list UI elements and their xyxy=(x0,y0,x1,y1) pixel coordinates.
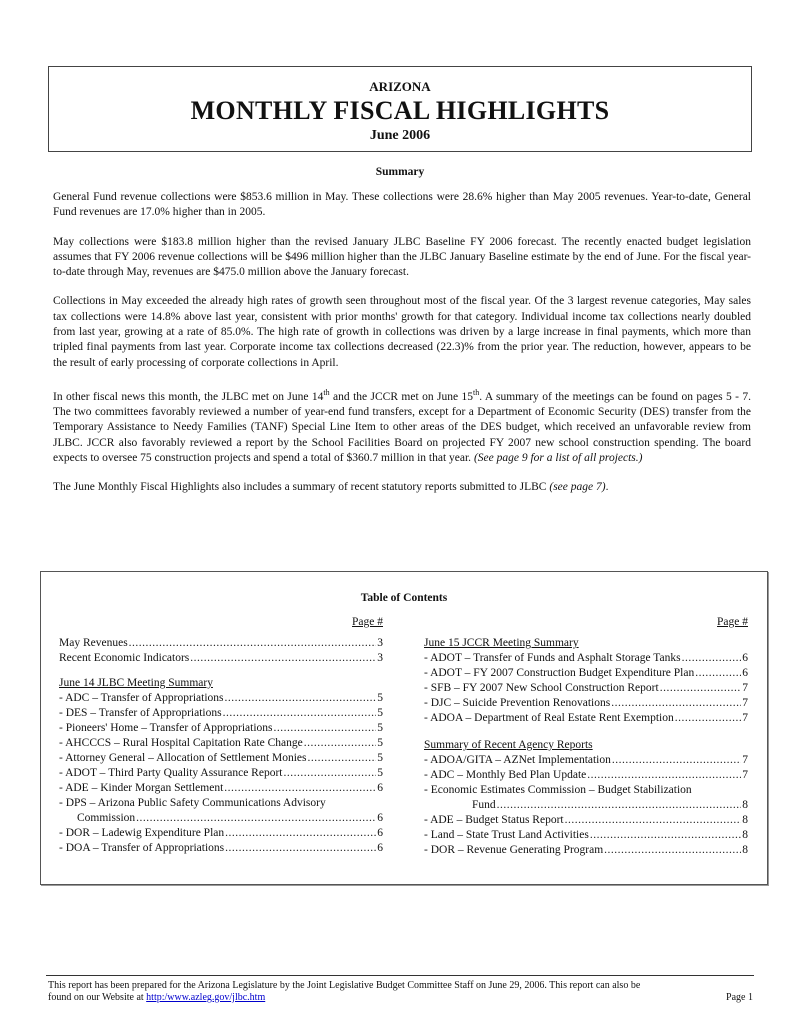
toc-entry[interactable] xyxy=(59,781,383,796)
leader-dots xyxy=(283,766,376,781)
toc-title: Table of Contents xyxy=(360,592,448,604)
toc-entry[interactable] xyxy=(424,696,748,711)
toc-entry-label: - ADE – Kinder Morgan Settlement xyxy=(59,782,224,794)
toc-entry-label: - DES – Transfer of Appropriations xyxy=(59,707,222,719)
toc-entry[interactable] xyxy=(424,666,748,681)
report-header xyxy=(48,66,752,152)
leader-dots xyxy=(565,813,742,828)
toc-entry-label: - Land – State Trust Land Activities xyxy=(424,829,589,841)
page-number: Page 1 xyxy=(726,992,753,1003)
state-label: ARIZONA xyxy=(369,79,431,94)
toc-entry-page: 6 xyxy=(377,782,383,794)
toc-entry-page: 6 xyxy=(377,812,383,824)
toc-entry-label: - ADOT – Transfer of Funds and Asphalt Storage Tanks xyxy=(424,652,681,664)
summary-paragraph: May collections were $183.8 million higher than the revised January JLBC Baseline FY 2006 forecast. The recently enacted budget legislation assumes that FY 2006 revenue collections will be $496 million higher than the JLBC January Baseline estimate by the end of June. For the fiscal year-to-date through May, revenues are $475.0 million above the January forecast. xyxy=(53,235,751,279)
toc-page-header: Page # xyxy=(352,616,383,628)
leader-dots xyxy=(225,826,376,841)
leader-dots xyxy=(274,721,377,736)
toc-entry-label: - DOR – Ladewig Expenditure Plan xyxy=(59,827,225,839)
report-title: MONTHLY FISCAL HIGHLIGHTS xyxy=(190,96,610,125)
toc-entry-page: 7 xyxy=(742,712,748,724)
report-date: June 2006 xyxy=(369,128,431,143)
toc-entry-label: - AHCCCS – Rural Hospital Capitation Rate Change xyxy=(59,737,303,749)
toc-entry-label: - ADOA/GITA – AZNet Implementation xyxy=(424,754,611,766)
toc-left-column xyxy=(59,615,383,856)
leader-dots xyxy=(660,681,742,696)
text-run: . A summary of the meetings can be found on pages 5 - 7. The two committees favorably reviewed a number of year-end fund transfers, except for a Department of Economic Security (DES) transfer from the Temporary Assistance to Needy Families (TANF) Special Line Item to other areas of the DES budget, which received an unfavorable review from JLBC. JCCR also favorably reviewed a report by the School Facilities Board on projected FY 2007 new school construction spending. The board expects to oversee 75 construction projects and spend a total of $360.7 million in that year. xyxy=(53,390,752,464)
leader-dots xyxy=(136,811,376,826)
leader-dots xyxy=(604,843,741,858)
leader-dots xyxy=(224,781,376,796)
toc-entry-page: 8 xyxy=(742,799,748,811)
toc-section-title: Summary of Recent Agency Reports xyxy=(424,739,593,751)
toc-entry-page: 5 xyxy=(377,707,383,719)
footer-divider xyxy=(46,975,754,976)
toc-entry-label: Recent Economic Indicators xyxy=(59,652,190,664)
leader-dots xyxy=(682,651,742,666)
leader-dots xyxy=(611,696,741,711)
table-of-contents xyxy=(40,571,768,885)
toc-entry-page: 8 xyxy=(742,829,748,841)
page-footer xyxy=(48,980,753,1004)
leader-dots xyxy=(129,636,377,651)
summary-heading: Summary xyxy=(375,166,425,178)
toc-entry[interactable] xyxy=(59,811,383,826)
toc-entry[interactable] xyxy=(59,841,383,856)
toc-entry[interactable] xyxy=(424,681,748,696)
toc-entry-label: - DOR – Revenue Generating Program xyxy=(424,844,604,856)
leader-dots xyxy=(675,711,742,726)
italic-note: (see page 7) xyxy=(549,481,606,494)
toc-entry-label: - ADOA – Department of Real Estate Rent Exemption xyxy=(424,712,674,724)
summary-paragraph xyxy=(53,480,751,495)
leader-dots xyxy=(190,651,376,666)
toc-entry[interactable] xyxy=(59,736,383,751)
toc-entry[interactable] xyxy=(424,798,748,813)
toc-entry-page: 6 xyxy=(377,827,383,839)
toc-entry-label: May Revenues xyxy=(59,637,128,649)
toc-page-header: Page # xyxy=(717,616,748,628)
toc-entry[interactable] xyxy=(424,753,748,768)
toc-entry-page: 7 xyxy=(742,769,748,781)
leader-dots xyxy=(497,798,742,813)
toc-entry[interactable] xyxy=(59,766,383,781)
summary-paragraph xyxy=(53,385,751,466)
toc-entry-page: 5 xyxy=(377,692,383,704)
toc-entry-label: - ADOT – Third Party Quality Assurance Report xyxy=(59,767,283,779)
toc-entry[interactable] xyxy=(424,843,748,858)
superscript: th xyxy=(473,387,480,397)
footer-text: This report has been prepared for the Arizona Legislature by the Joint Legislative Budget Committee Staff on June 29, 2006. This report can also be xyxy=(48,980,641,991)
summary-paragraph: Collections in May exceeded the already high rates of growth seen throughout most of the fiscal year. Of the 3 largest revenue categories, May sales tax collections were 14.8% above last year, consistent with prior months' growth for that category. Individual income tax collections nearly doubled from last year, growing at a rate of 85.0%. The high rate of growth in collections was driven by a large increase in final payments, which more than tripled final payments from last year. Corporate income tax collections decreased (22.3)% from the prior year. The reduction, however, appears to be the result of early processing of corporate collections in April. xyxy=(53,295,751,369)
toc-entry[interactable] xyxy=(59,751,383,766)
leader-dots xyxy=(308,751,377,766)
italic-note: (See page 9 for a list of all projects.) xyxy=(473,451,643,464)
toc-entry-label: Fund xyxy=(472,799,496,811)
toc-entry-page: 8 xyxy=(742,814,748,826)
toc-entry-label: - ADC – Transfer of Appropriations xyxy=(59,692,224,704)
toc-entry-page: 5 xyxy=(377,752,383,764)
footer-text xyxy=(48,992,753,1004)
leader-dots xyxy=(587,768,741,783)
toc-entry-label: - DJC – Suicide Prevention Renovations xyxy=(424,697,611,709)
toc-entry-page: 5 xyxy=(377,767,383,779)
toc-entry-label: - ADOT – FY 2007 Construction Budget Expenditure Plan xyxy=(424,667,695,679)
leader-dots xyxy=(223,706,377,721)
toc-entry[interactable] xyxy=(424,813,748,828)
toc-entry[interactable] xyxy=(59,706,383,721)
toc-entry-label: - Pioneers' Home – Transfer of Appropriations xyxy=(59,722,273,734)
toc-entry[interactable] xyxy=(424,828,748,843)
toc-section-title: June 15 JCCR Meeting Summary xyxy=(424,637,579,649)
website-link[interactable]: http:/www.azleg.gov/jlbc.htm xyxy=(146,992,266,1003)
toc-entry-page: 5 xyxy=(377,722,383,734)
toc-entry-label: - SFB – FY 2007 New School Construction Report xyxy=(424,682,659,694)
toc-entry-page: 3 xyxy=(377,637,383,649)
leader-dots xyxy=(225,691,377,706)
leader-dots xyxy=(590,828,741,843)
toc-entry[interactable] xyxy=(59,636,383,651)
toc-entry-page: 3 xyxy=(377,652,383,664)
footer-text-run: found on our Website at xyxy=(48,992,147,1003)
toc-entry-label: - Attorney General – Allocation of Settlement Monies xyxy=(59,752,307,764)
text-run: and the JCCR met on June 15 xyxy=(329,390,474,403)
toc-entry-page: 6 xyxy=(377,842,383,854)
toc-entry-page: 6 xyxy=(742,667,748,679)
toc-entry-label[interactable]: - Economic Estimates Commission – Budget Stabilization xyxy=(424,784,692,796)
toc-entry[interactable] xyxy=(59,826,383,841)
text-run: In other fiscal news this month, the JLBC met on June 14 xyxy=(53,390,324,403)
toc-entry[interactable] xyxy=(424,651,748,666)
toc-entry[interactable] xyxy=(424,711,748,726)
text-run: The June Monthly Fiscal Highlights also includes a summary of recent statutory reports submitted to JLBC xyxy=(53,481,550,494)
toc-entry[interactable] xyxy=(424,768,748,783)
toc-entry-label: - ADC – Monthly Bed Plan Update xyxy=(424,769,587,781)
toc-entry[interactable] xyxy=(59,651,383,666)
toc-entry-label[interactable]: - DPS – Arizona Public Safety Communications Advisory xyxy=(59,797,326,809)
leader-dots xyxy=(225,841,376,856)
leader-dots xyxy=(695,666,741,681)
toc-entry-page: 5 xyxy=(377,737,383,749)
toc-right-column xyxy=(424,615,748,858)
toc-entry-label: - ADE – Budget Status Report xyxy=(424,814,564,826)
toc-entry-page: 7 xyxy=(742,697,748,709)
superscript: th xyxy=(323,387,330,397)
summary-body xyxy=(53,190,751,510)
toc-entry-page: 6 xyxy=(742,652,748,664)
leader-dots xyxy=(612,753,741,768)
toc-section-title: June 14 JLBC Meeting Summary xyxy=(59,677,213,689)
toc-entry-label: - DOA – Transfer of Appropriations xyxy=(59,842,225,854)
toc-entry[interactable] xyxy=(59,691,383,706)
summary-paragraph: General Fund revenue collections were $853.6 million in May. These collections were 28.6% higher than May 2005 revenues. Year-to-date, General Fund revenues are 17.0% higher than in 2005. xyxy=(53,191,751,219)
toc-entry-page: 7 xyxy=(742,682,748,694)
toc-entry-page: 7 xyxy=(742,754,748,766)
text-run: . xyxy=(605,481,609,494)
toc-entry-label: Commission xyxy=(77,812,136,824)
leader-dots xyxy=(304,736,377,751)
toc-entry-page: 8 xyxy=(742,844,748,856)
toc-entry[interactable] xyxy=(59,721,383,736)
